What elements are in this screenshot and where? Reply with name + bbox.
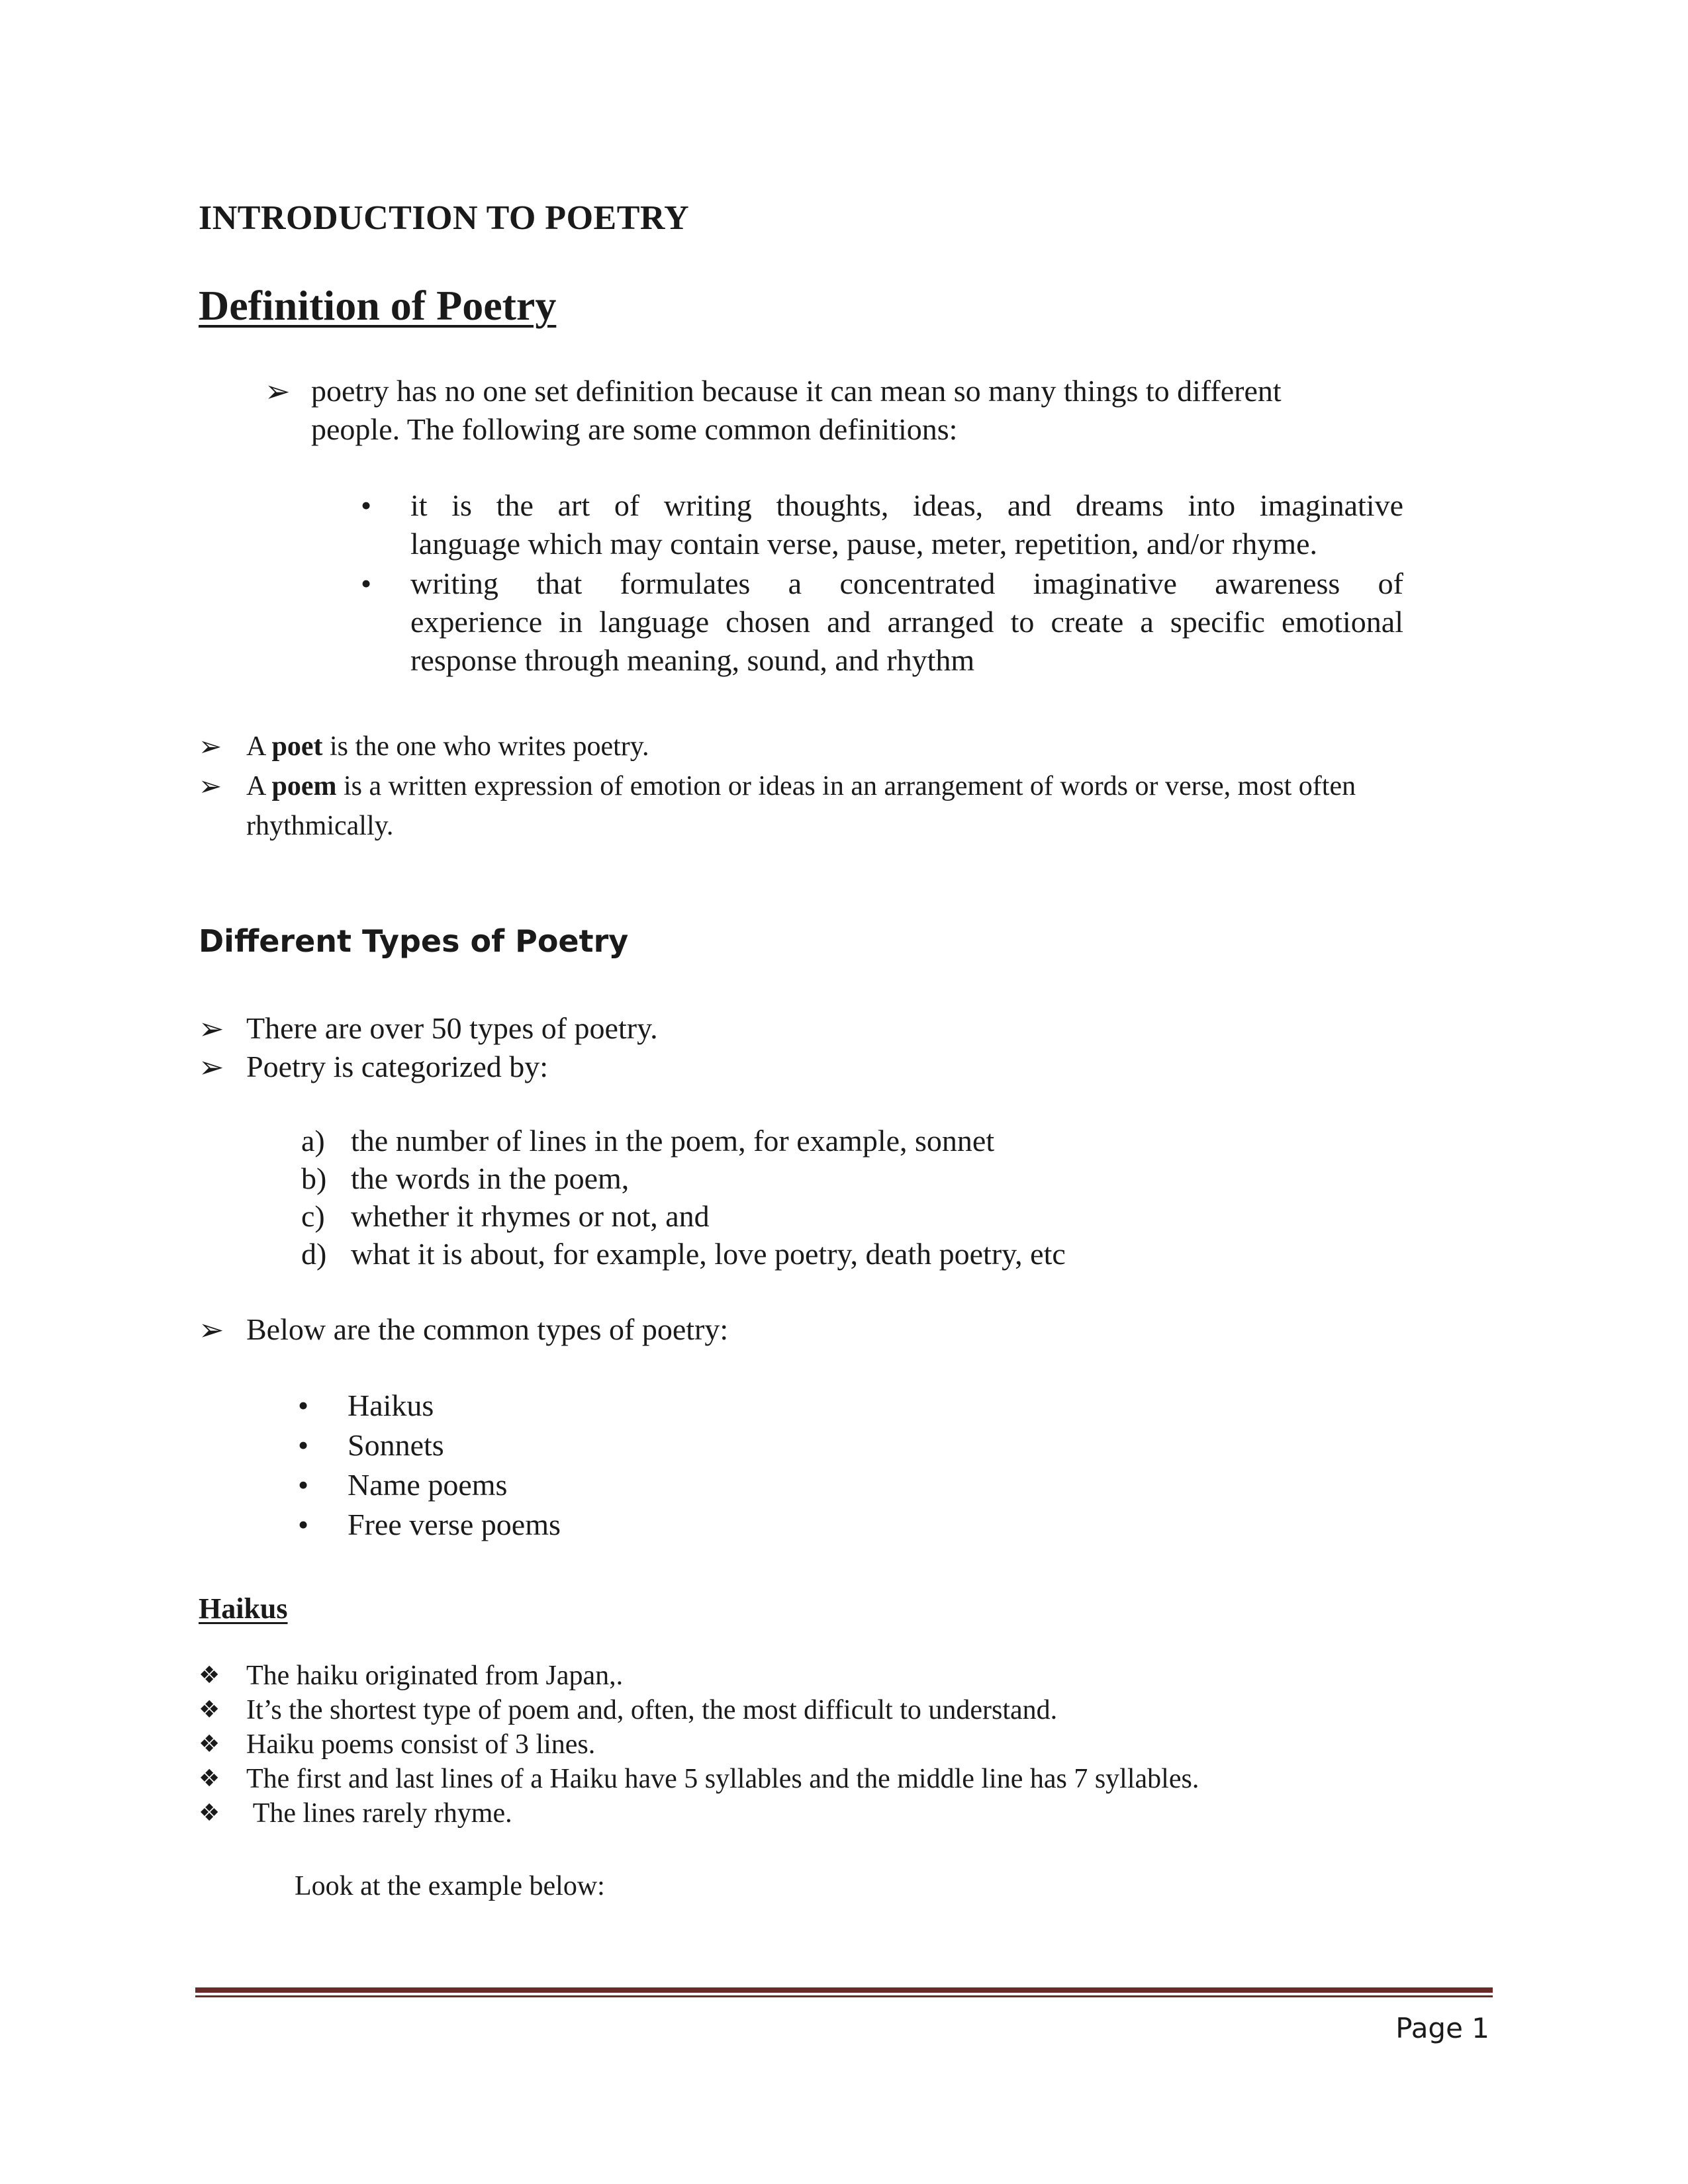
common-type-text: Free verse poems xyxy=(348,1508,561,1541)
arrow-bullet-icon: ➢ xyxy=(199,1312,224,1347)
common-type-text: Sonnets xyxy=(348,1428,444,1462)
category-text: whether it rhymes or not, and xyxy=(351,1199,710,1233)
bullet-icon: • xyxy=(298,1468,309,1502)
haiku-point-text: The lines rarely rhyme. xyxy=(246,1798,512,1829)
definition-heading: Definition of Poetry xyxy=(199,282,557,329)
types-heading: Different Types of Poetry xyxy=(199,923,629,959)
types-bullet-1-text: There are over 50 types of poetry. xyxy=(246,1011,658,1045)
haiku-point xyxy=(199,1794,1496,1828)
diamond-bullet-icon: ❖ xyxy=(199,1696,220,1723)
common-types-intro-text: Below are the common types of poetry: xyxy=(246,1312,729,1346)
definition-2-line-2: experience in language chosen and arranged to create a specific emotional xyxy=(410,605,1403,639)
common-type-item xyxy=(298,1387,894,1426)
bullet-icon: • xyxy=(361,567,372,600)
category-text: the number of lines in the poem, for example, sonnet xyxy=(351,1124,995,1158)
list-marker: c) xyxy=(301,1199,325,1233)
diamond-bullet-icon: ❖ xyxy=(199,1731,220,1758)
list-marker: b) xyxy=(301,1161,327,1195)
arrow-bullet-icon: ➢ xyxy=(265,373,291,409)
arrow-bullet-icon: ➢ xyxy=(199,1011,224,1046)
category-item-b xyxy=(301,1160,1427,1199)
poem-term: poem xyxy=(271,771,337,801)
category-item-a xyxy=(301,1122,1427,1161)
list-marker: a) xyxy=(301,1124,325,1158)
haiku-point-text: The haiku originated from Japan,. xyxy=(246,1661,624,1691)
poem-def-pre: A xyxy=(246,771,272,801)
poet-definition xyxy=(199,727,1496,766)
bullet-icon: • xyxy=(361,488,372,522)
arrow-bullet-icon: ➢ xyxy=(199,730,222,762)
arrow-bullet-icon: ➢ xyxy=(199,770,222,802)
poem-def-post: is a written expression of emotion or ideas in an arrangement of words or verse, most often xyxy=(336,771,1356,801)
common-type-text: Haikus xyxy=(348,1388,434,1422)
footer-rule-thin xyxy=(195,1995,1493,1997)
haiku-point-text: It’s the shortest type of poem and, often, the most difficult to understand. xyxy=(246,1695,1058,1725)
definition-2-line-1: writing that formulates a concentrated imaginative awareness of xyxy=(410,567,1403,600)
definition-item-2 xyxy=(361,565,1403,684)
definition-1-line-1: it is the art of writing thoughts, ideas, and dreams into imaginative xyxy=(410,488,1403,522)
haikus-heading: Haikus xyxy=(199,1592,288,1625)
definition-item-1 xyxy=(361,486,1403,566)
common-type-item xyxy=(298,1466,894,1506)
page-number: Page 1 xyxy=(1395,2012,1489,2044)
bullet-icon: • xyxy=(298,1388,309,1422)
diamond-bullet-icon: ❖ xyxy=(199,1765,220,1792)
document-title: INTRODUCTION TO POETRY xyxy=(199,199,690,237)
haiku-point-text: The first and last lines of a Haiku have 5 syllables and the middle line has 7 syllables. xyxy=(246,1764,1199,1794)
types-bullet-2-text: Poetry is categorized by: xyxy=(246,1050,549,1083)
common-type-text: Name poems xyxy=(348,1468,508,1502)
arrow-bullet-icon: ➢ xyxy=(199,1049,224,1085)
haiku-point xyxy=(199,1690,1496,1725)
poet-term: poet xyxy=(271,731,323,762)
footer-rule xyxy=(195,1987,1493,1993)
bullet-icon: • xyxy=(298,1428,309,1462)
types-bullet-2 xyxy=(199,1048,1456,1087)
diamond-bullet-icon: ❖ xyxy=(199,1662,220,1689)
haiku-point-text: Haiku poems consist of 3 lines. xyxy=(246,1729,596,1760)
definition-1-line-2: language which may contain verse, pause, meter, repetition, and/or rhyme. xyxy=(410,527,1318,561)
intro-line-1: poetry has no one set definition because it can mean so many things to different xyxy=(311,374,1282,408)
common-type-item xyxy=(298,1506,894,1545)
category-text: the words in the poem, xyxy=(351,1161,630,1195)
types-bullet-1 xyxy=(199,1009,1456,1049)
list-marker: d) xyxy=(301,1237,327,1271)
haiku-point xyxy=(199,1656,1496,1690)
category-item-d xyxy=(301,1235,1427,1275)
haiku-point xyxy=(199,1759,1496,1794)
category-text: what it is about, for example, love poetry, death poetry, etc xyxy=(351,1237,1066,1271)
bullet-icon: • xyxy=(298,1508,309,1541)
intro-line-2: people. The following are some common definitions: xyxy=(311,412,958,446)
poem-def-line-2: rhythmically. xyxy=(246,811,394,841)
haiku-point xyxy=(199,1725,1496,1759)
example-text: Look at the example below: xyxy=(295,1871,605,1901)
poet-def-pre: A xyxy=(246,731,272,762)
common-type-item xyxy=(298,1426,894,1466)
definition-2-line-3: response through meaning, sound, and rhythm xyxy=(410,643,975,677)
diamond-bullet-icon: ❖ xyxy=(199,1799,220,1827)
poem-definition xyxy=(199,766,1496,846)
poet-def-post: is the one who writes poetry. xyxy=(322,731,649,762)
category-item-c xyxy=(301,1197,1427,1237)
intro-bullet xyxy=(265,372,1390,451)
common-types-intro xyxy=(199,1310,1456,1350)
